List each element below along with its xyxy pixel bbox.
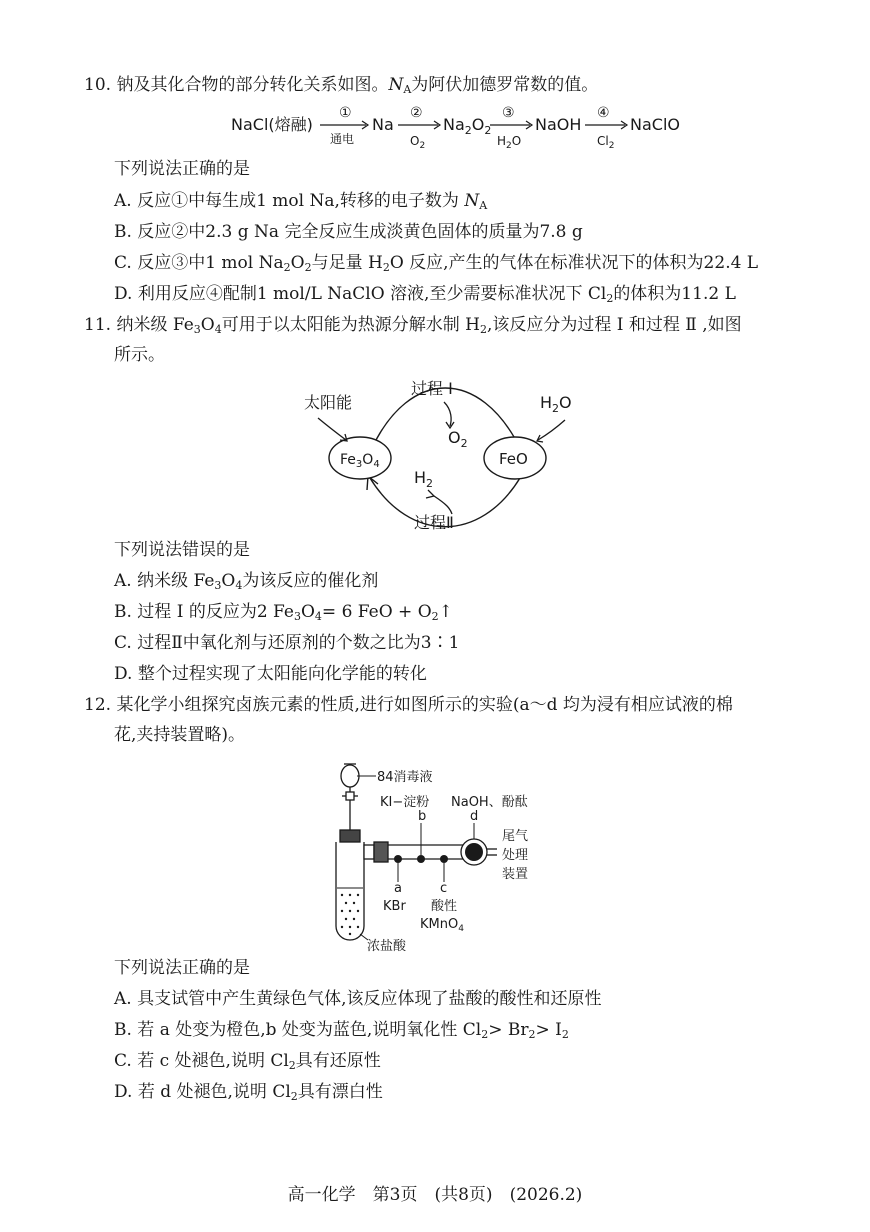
svg-text:Cl2: $Cl_2$	[597, 134, 615, 151]
b-reagent-label: KI−淀粉	[380, 795, 430, 810]
q12-stem: 12. 某化学小组探究卤族元素的性质,进行如图所示的实验(a～d 均为浸有相应试液的棉	[84, 695, 733, 715]
h2-label: H	[414, 468, 427, 487]
scheme-p3: NaOH	[535, 115, 582, 134]
h2o-label: H	[540, 393, 553, 412]
a-label: a	[394, 881, 402, 896]
scheme-start: NaCl(熔融)	[231, 115, 313, 134]
tail-label-1: 尾气	[502, 829, 529, 844]
q12-option-c: C. 若 c 处褪色,说明 $Cl_2$具有还原性	[114, 1051, 381, 1072]
d-label: d	[470, 809, 479, 824]
q10-number: 10.	[84, 75, 112, 95]
a-reagent-label: KBr	[383, 899, 406, 914]
q12-number: 12.	[84, 695, 112, 715]
page-footer: 高一化学 第3页 (共8页) (2026.2)	[287, 1185, 583, 1205]
bleach-label: 84消毒液	[377, 770, 433, 785]
step1-cond: 通电	[330, 132, 355, 146]
scheme-p1: Na	[372, 115, 394, 134]
q10-reaction-scheme	[0, 100, 870, 160]
process2-label: 过程Ⅱ	[414, 513, 454, 532]
d-reagent-label: NaOH、酚酞	[451, 795, 528, 810]
step4-cond: Cl	[597, 134, 609, 148]
q11-option-b: B. 过程 Ⅰ 的反应为2 $Fe_3O_4= 6$ FeO + $O_2↑$	[114, 602, 453, 623]
svg-text:H2: $H_2$	[414, 468, 434, 490]
q10-option-b: B. 反应②中2.3 g Na 完全反应生成淡黄色固体的质量为7.8 g	[114, 222, 583, 242]
svg-text:H2O: $H_2O$	[540, 393, 572, 415]
feo-label: FeO	[499, 450, 528, 468]
q12-stem-line2: 花,夹持装置略)。	[114, 725, 246, 745]
q11-option-c: C. 过程Ⅱ中氧化剂与还原剂的个数之比为3∶1	[114, 633, 460, 653]
step3-cond: H	[497, 134, 507, 148]
c-label: c	[440, 881, 448, 896]
b-label: b	[418, 809, 427, 824]
step2-cond: O	[410, 134, 420, 148]
process1-label: 过程 Ⅰ	[411, 379, 453, 398]
acid-label: 浓盐酸	[367, 939, 407, 954]
step1-num: ①	[339, 105, 352, 121]
step2-num: ②	[410, 105, 423, 121]
q11-option-d: D. 整个过程实现了太阳能向化学能的转化	[114, 664, 427, 684]
fe3o4-label: Fe	[340, 452, 356, 468]
scheme-p2: Na	[443, 115, 465, 134]
q12-prompt: 下列说法正确的是	[114, 958, 250, 978]
svg-text:H2O: $H_2O$	[497, 134, 522, 151]
q11-number: 11.	[84, 315, 112, 335]
q11-stem-line2: 所示。	[114, 345, 165, 365]
svg-text:O2: $O_2$	[448, 428, 468, 450]
c-reagent-label-2: KMnO	[420, 917, 459, 932]
step3-num: ③	[502, 105, 515, 121]
q10-option-c: C. 反应③中1 mol $Na_2O_2$与足量 $H_2O$ 反应,产生的气体在标准状况下的体积为22.4 L	[114, 253, 759, 274]
tail-label-3: 装置	[502, 867, 529, 882]
svg-text:Fe3O4: $Fe_3O_4$	[340, 452, 380, 470]
q10-stem: 10. 钠及其化合物的部分转化关系如图。$N_A$为阿伏加德罗常数的值。	[84, 75, 599, 96]
q10-option-d: D. 利用反应④配制1 mol/L NaClO 溶液,至少需要标准状况下 $Cl_2$的体积为11.2 L	[114, 284, 736, 305]
svg-text:KMnO4: KMnO$_4$	[420, 917, 464, 934]
svg-text:O2: $O_2$	[410, 134, 426, 151]
tail-label-2: 处理	[502, 848, 529, 863]
q10-option-a: A. 反应①中每生成1 mol Na,转移的电子数为 $N_A$	[114, 191, 488, 212]
q11-prompt: 下列说法错误的是	[114, 540, 250, 560]
q12-option-d: D. 若 d 处褪色,说明 $Cl_2$具有漂白性	[114, 1082, 383, 1103]
c-reagent-label-1: 酸性	[431, 899, 458, 914]
svg-text:Na2O2: $Na_2O_2$	[443, 115, 492, 137]
step4-num: ④	[597, 105, 610, 121]
q12-option-a: A. 具支试管中产生黄绿色气体,该反应体现了盐酸的酸性和还原性	[114, 989, 602, 1009]
q10-prompt: 下列说法正确的是	[114, 159, 250, 179]
q11-stem: 11. 纳米级 $Fe_3O_4$可用于以太阳能为热源分解水制 $H_2$,该反应分为过程 Ⅰ 和过程 Ⅱ ,如图	[84, 315, 742, 336]
q12-option-b: B. 若 a 处变为橙色,b 处变为蓝色,说明氧化性 $Cl_2> Br_2> I_2$	[114, 1020, 569, 1041]
sun-label: 太阳能	[304, 393, 353, 412]
q11-option-a: A. 纳米级 $Fe_3O_4$为该反应的催化剂	[114, 571, 379, 592]
scheme-p4: NaClO	[630, 115, 680, 134]
o2-label: O	[448, 428, 461, 447]
q12-apparatus	[0, 758, 870, 958]
q11-cycle-diagram	[0, 368, 870, 538]
